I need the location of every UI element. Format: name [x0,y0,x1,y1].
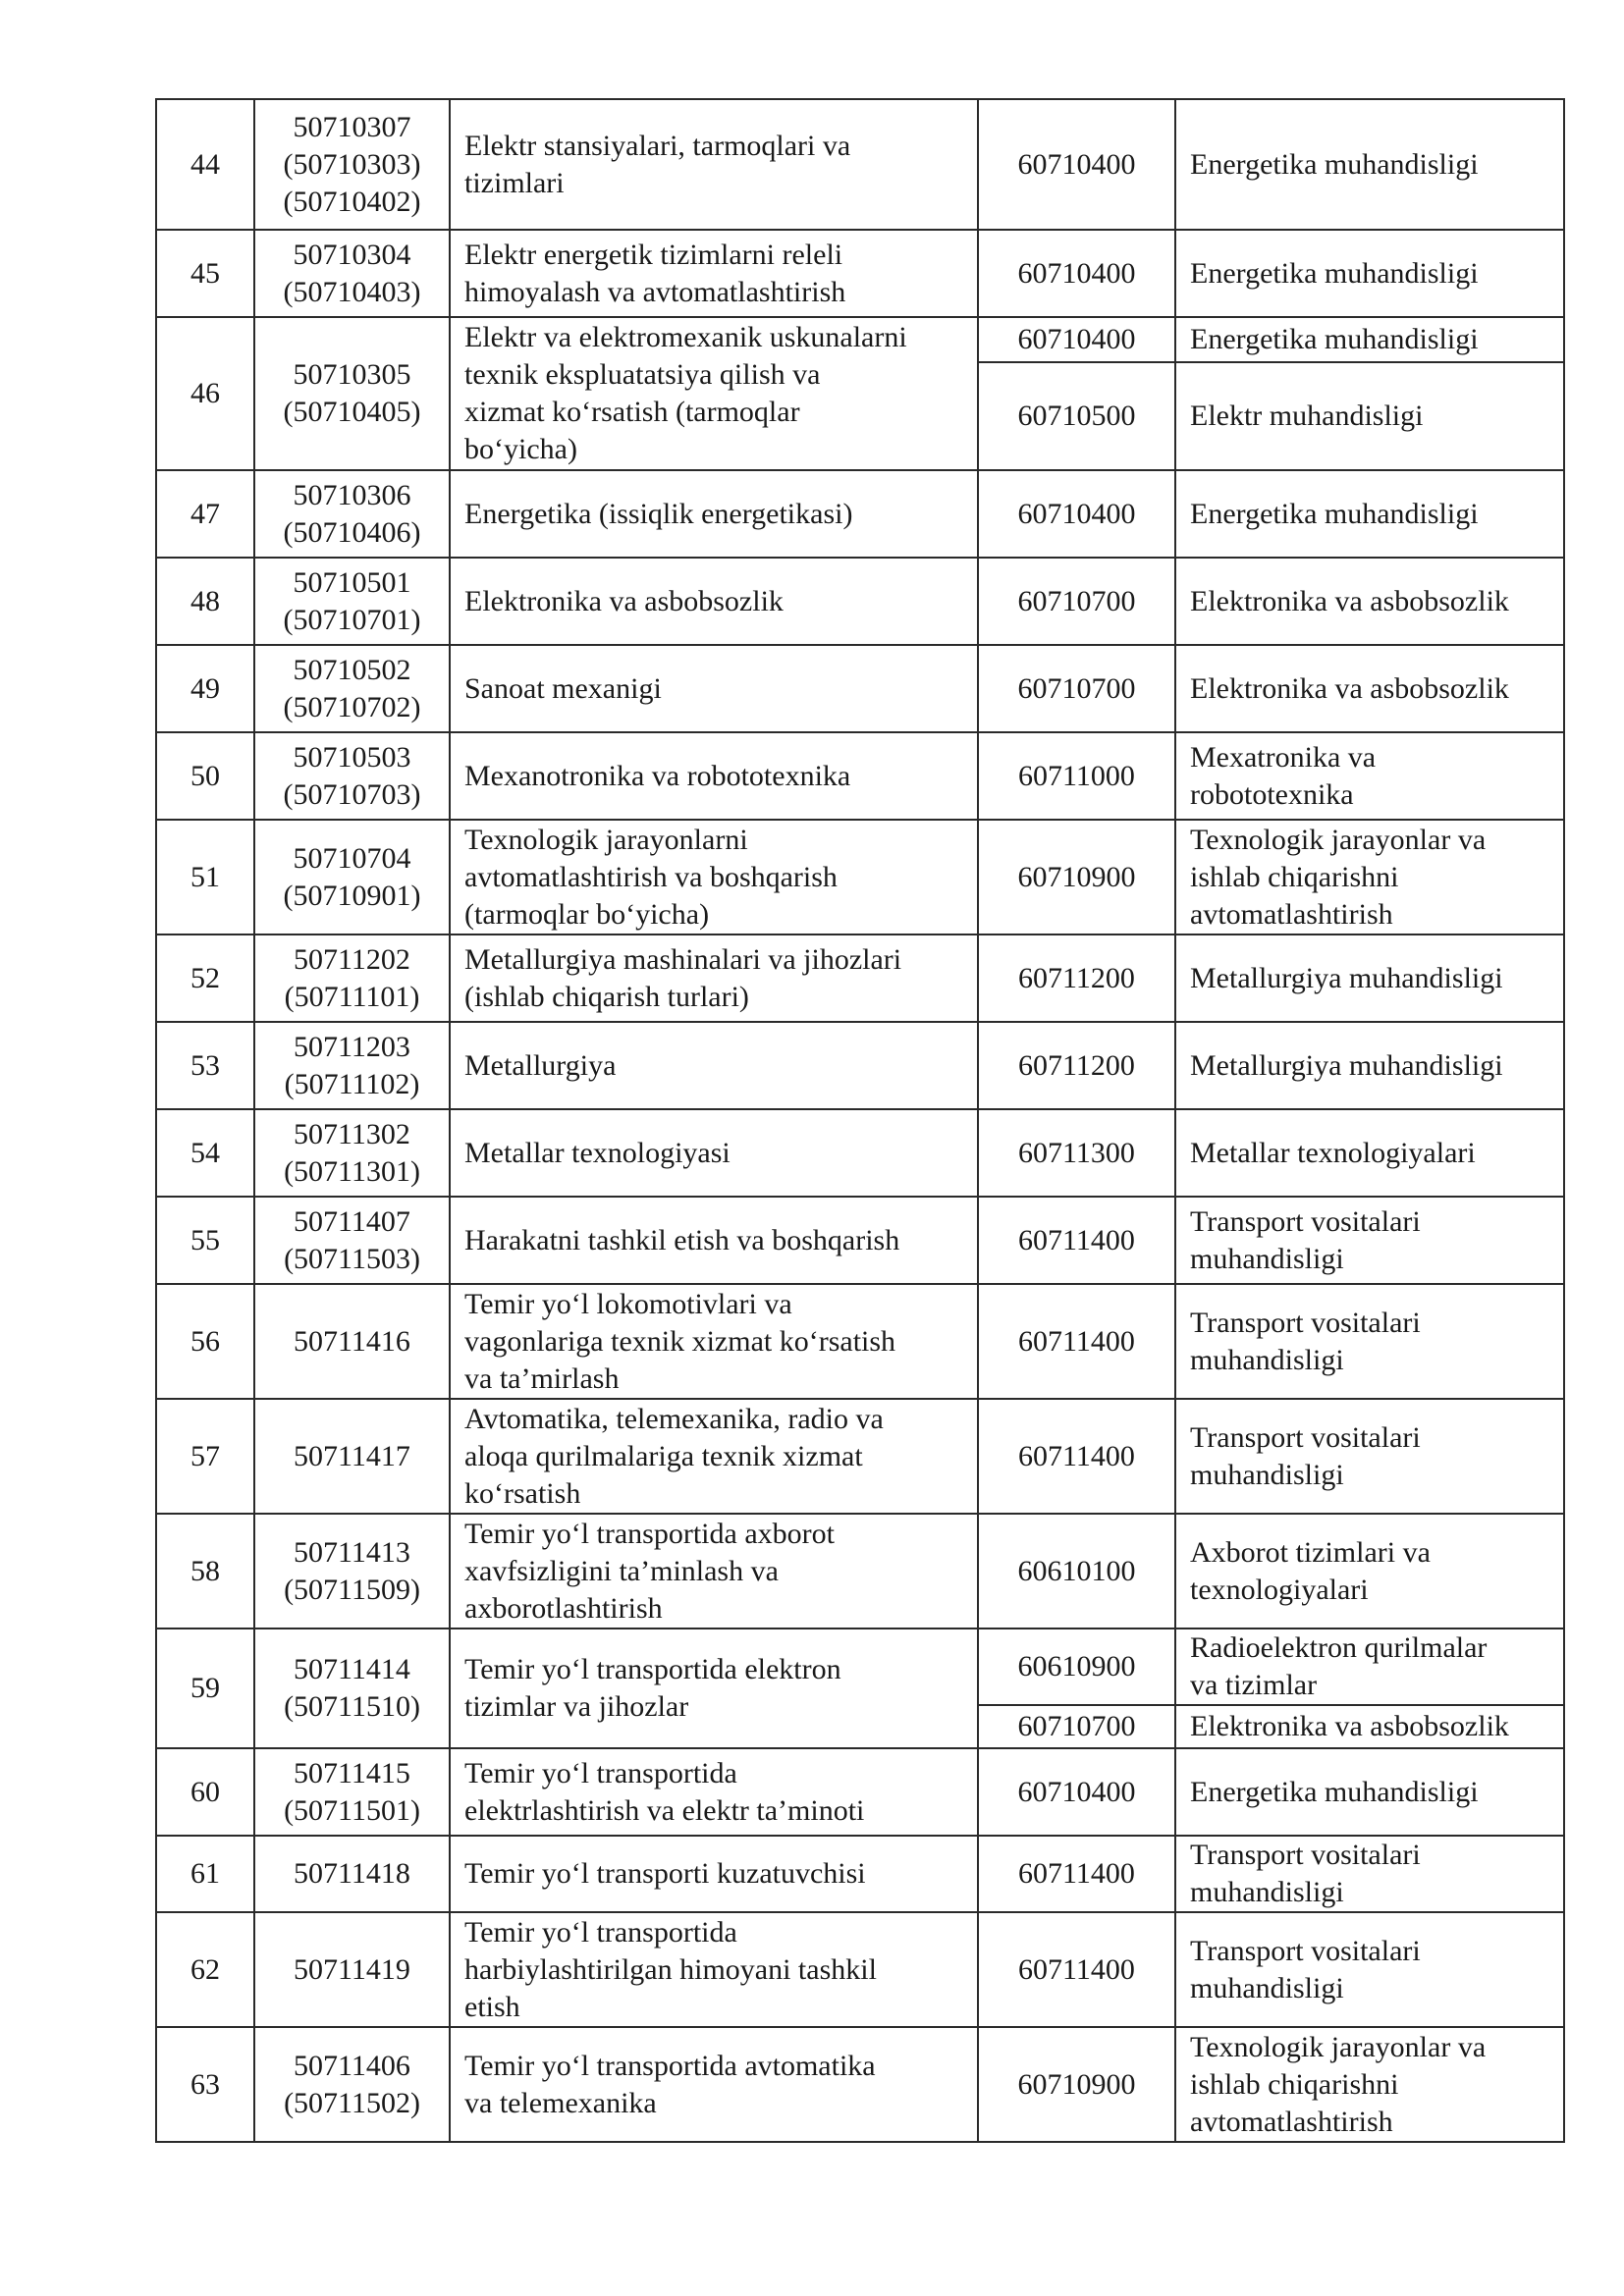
specialty-code-line: (50710901) [283,879,421,912]
specialty-name-line: avtomatlashtirish va boshqarish [464,860,838,893]
specialty-code [254,1109,450,1197]
direction-code: 60711400 [978,1197,1175,1284]
direction-name [1175,1022,1564,1109]
specialty-code-line: (50710402) [283,185,421,218]
specialty-name-line: axborotlashtirish [464,1591,663,1625]
direction-code: 60711200 [978,1022,1175,1109]
direction-code: 60711400 [978,1836,1175,1912]
direction-code: 60711300 [978,1109,1175,1197]
direction-name-line: texnologiyalari [1190,1573,1369,1606]
specialty-name-line: Avtomatika, telemexanika, radio va [464,1402,884,1435]
direction-name-line: Transport vositalari [1190,1306,1421,1339]
specialty-code [254,934,450,1022]
row-number: 56 [156,1284,254,1399]
specialty-name [450,230,978,317]
table-row [156,1109,1564,1197]
specialty-code [254,1284,450,1399]
direction-name [1175,820,1564,934]
specialty-name-line: Harakatni tashkil etish va boshqarish [464,1223,900,1256]
specialty-name-line: xavfsizligini ta’minlash va [464,1554,779,1587]
direction-name-line: robototexnika [1190,777,1354,811]
row-number: 44 [156,99,254,230]
specialty-code-line: (50710403) [283,275,421,308]
row-number: 58 [156,1514,254,1629]
direction-code: 60710700 [978,1705,1175,1748]
specialty-name [450,558,978,645]
direction-name [1175,470,1564,558]
direction-name-line: Elektronika va asbobsozlik [1190,584,1509,617]
direction-name [1175,558,1564,645]
specialty-name-line: tizimlari [464,166,565,199]
row-number: 45 [156,230,254,317]
specialty-name [450,2027,978,2142]
direction-name-line: muhandisligi [1190,1458,1344,1491]
direction-name [1175,1284,1564,1399]
specialty-name-line: elektrlashtirish va elektr ta’minoti [464,1793,865,1827]
specialty-code-line: 50711406 [294,2049,410,2082]
direction-code: 60610900 [978,1629,1175,1705]
table-row [156,732,1564,820]
specialty-code-line: 50710704 [293,841,411,875]
specialty-code-line: (50710405) [283,396,421,428]
row-number: 55 [156,1197,254,1284]
direction-name-line: Texnologik jarayonlar va [1190,2030,1487,2063]
table-row [156,558,1564,645]
specialty-code [254,645,450,732]
table-row [156,470,1564,558]
specialty-code-line: 50711419 [294,1952,410,1986]
direction-name-line: Transport vositalari [1190,1420,1421,1454]
specialty-code [254,820,450,934]
specialty-name-line: Temir yo‘l transportida avtomatika [464,2049,876,2082]
specialty-code [254,1514,450,1629]
specialty-name-line: va ta’mirlash [464,1362,620,1395]
row-number: 62 [156,1912,254,2027]
specialty-code-line: 50710503 [293,740,411,774]
specialty-code-line: (50710303) [283,147,421,181]
table-row [156,1022,1564,1109]
specialty-code [254,1836,450,1912]
specialties-table [155,98,1565,2143]
table-row [156,645,1564,732]
direction-name-line: avtomatlashtirish [1190,2105,1393,2138]
specialty-name-line: (ishlab chiqarish turlari) [464,980,749,1013]
direction-name-line: muhandisligi [1190,1876,1344,1908]
direction-name-line: muhandisligi [1190,1343,1344,1376]
specialty-code-line: 50710501 [293,565,411,599]
direction-name-line: Transport vositalari [1190,1839,1421,1871]
specialty-name-line: Metallurgiya mashinalari va jihozlari [464,942,902,976]
specialty-code [254,1912,450,2027]
specialty-code [254,1022,450,1109]
direction-name [1175,645,1564,732]
specialty-code [254,2027,450,2142]
direction-name [1175,1912,1564,2027]
specialty-code [254,732,450,820]
specialty-code-line: 50711203 [294,1030,410,1063]
direction-code: 60710500 [978,362,1175,470]
direction-code: 60710900 [978,2027,1175,2142]
specialty-code-line: 50711414 [294,1653,410,1685]
table-row [156,1514,1564,1629]
specialty-name-line: va telemexanika [464,2086,657,2119]
specialty-name-line: Elektronika va asbobsozlik [464,584,784,617]
direction-code: 60711400 [978,1284,1175,1399]
specialty-code [254,470,450,558]
direction-name-line: Energetika muhandisligi [1190,1775,1479,1808]
direction-name-line: ishlab chiqarishni [1190,2067,1399,2101]
specialty-name-line: Temir yo‘l transportida [464,1915,737,1949]
specialty-name-line: harbiylashtirilgan himoyani tashkil [464,1952,877,1986]
row-number: 61 [156,1836,254,1912]
specialty-name [450,1629,978,1748]
specialty-code [254,230,450,317]
specialty-name [450,1399,978,1514]
direction-name-line: Elektr muhandisligi [1190,400,1424,432]
direction-code: 60710700 [978,558,1175,645]
direction-name [1175,1629,1564,1705]
direction-code: 60710400 [978,230,1175,317]
specialty-name-line: Temir yo‘l transportida axborot [464,1517,835,1550]
specialty-code-line: 50711407 [294,1204,410,1238]
direction-name [1175,317,1564,362]
direction-name [1175,99,1564,230]
row-number: 47 [156,470,254,558]
specialty-name [450,645,978,732]
specialty-code [254,1399,450,1514]
direction-name [1175,732,1564,820]
direction-code: 60711200 [978,934,1175,1022]
direction-name-line: Metallurgiya muhandisligi [1190,961,1503,994]
direction-code: 60610100 [978,1514,1175,1629]
specialty-name-line: Energetika (issiqlik energetikasi) [464,497,853,530]
specialty-code-line: (50710703) [283,777,421,811]
specialty-name-line: Temir yo‘l transporti kuzatuvchisi [464,1857,866,1890]
direction-name [1175,362,1564,470]
specialty-name [450,1109,978,1197]
row-number: 57 [156,1399,254,1514]
direction-name-line: Elektronika va asbobsozlik [1190,1710,1509,1742]
specialty-code-line: 50710306 [293,478,411,511]
direction-code: 60711000 [978,732,1175,820]
direction-name [1175,1705,1564,1748]
specialty-name [450,732,978,820]
specialty-name-line: Temir yo‘l transportida elektron [464,1653,841,1685]
specialty-code-line: (50710406) [283,515,421,549]
table-row [156,317,1564,362]
row-number: 60 [156,1748,254,1836]
specialty-code-line: (50711501) [284,1793,420,1827]
direction-name-line: Transport vositalari [1190,1204,1421,1238]
specialty-code [254,1748,450,1836]
specialty-name-line: Elektr va elektromexanik uskunalarni [464,321,907,353]
specialty-code-line: 50711202 [294,942,410,976]
direction-name-line: Elektronika va asbobsozlik [1190,671,1509,705]
specialty-name [450,934,978,1022]
direction-code: 60711400 [978,1399,1175,1514]
direction-name [1175,934,1564,1022]
row-number: 48 [156,558,254,645]
table-row [156,820,1564,934]
direction-code: 60710700 [978,645,1175,732]
direction-name [1175,2027,1564,2142]
specialty-code-line: (50711102) [284,1067,420,1100]
specialty-name-line: texnik ekspluatatsiya qilish va [464,358,821,391]
specialty-code-line: 50711413 [294,1535,410,1569]
specialty-name-line: Texnologik jarayonlarni [464,823,748,856]
row-number: 54 [156,1109,254,1197]
specialty-code-line: (50711301) [284,1154,420,1188]
direction-name-line: Energetika muhandisligi [1190,323,1479,355]
direction-code: 60711400 [978,1912,1175,2027]
direction-name-line: Energetika muhandisligi [1190,147,1479,181]
specialty-name-line: Elektr stansiyalari, tarmoqlari va [464,129,851,162]
direction-name [1175,230,1564,317]
specialty-name-line: Metallurgiya [464,1048,617,1082]
row-number: 46 [156,317,254,470]
specialty-name-line: xizmat ko‘rsatish (tarmoqlar [464,396,800,428]
direction-name-line: Mexatronika va [1190,740,1377,774]
direction-code: 60710900 [978,820,1175,934]
specialty-code-line: 50711417 [294,1439,410,1472]
direction-code: 60710400 [978,99,1175,230]
specialty-code-line: 50711418 [294,1857,410,1890]
specialty-name [450,820,978,934]
direction-name [1175,1748,1564,1836]
specialty-code-line: (50711502) [284,2086,420,2119]
specialty-name-line: vagonlariga texnik xizmat ko‘rsatish [464,1324,896,1358]
direction-code: 60710400 [978,317,1175,362]
direction-name-line: Axborot tizimlari va [1190,1535,1431,1569]
direction-code: 60710400 [978,1748,1175,1836]
specialty-code [254,1197,450,1284]
specialty-code [254,317,450,470]
specialty-code [254,1629,450,1748]
direction-name-line: Energetika muhandisligi [1190,497,1479,530]
specialty-code-line: (50710701) [283,603,421,636]
specialty-code-line: 50710305 [293,358,411,391]
direction-name-line: muhandisligi [1190,1242,1344,1275]
specialty-code-line: (50711509) [284,1573,420,1606]
direction-code: 60710400 [978,470,1175,558]
table-row [156,2027,1564,2142]
direction-name-line: ishlab chiqarishni [1190,860,1399,893]
specialty-name [450,1912,978,2027]
direction-name [1175,1399,1564,1514]
table-row [156,99,1564,230]
specialty-code-line: (50711101) [284,980,420,1013]
specialty-code-line: 50711302 [294,1117,410,1150]
direction-name-line: Texnologik jarayonlar va [1190,823,1487,856]
table-row [156,1748,1564,1836]
direction-name-line: Energetika muhandisligi [1190,256,1479,290]
specialty-name-line: Temir yo‘l transportida [464,1756,737,1789]
specialty-code-line: 50710307 [293,110,411,143]
table-row [156,934,1564,1022]
specialty-name-line: ko‘rsatish [464,1476,581,1510]
specialty-code-line: 50711415 [294,1756,410,1789]
table-row [156,1197,1564,1284]
table-row [156,1399,1564,1514]
direction-name-line: va tizimlar [1190,1669,1318,1701]
direction-name [1175,1197,1564,1284]
row-number: 50 [156,732,254,820]
row-number: 52 [156,934,254,1022]
specialty-name-line: himoyalash va avtomatlashtirish [464,275,846,308]
specialty-name-line: tizimlar va jihozlar [464,1690,689,1723]
row-number: 49 [156,645,254,732]
specialty-name-line: Mexanotronika va robototexnika [464,759,851,792]
table-row [156,1912,1564,2027]
table-row [156,1836,1564,1912]
specialty-code-line: (50710702) [283,690,421,723]
specialty-code-line: 50711416 [294,1324,410,1358]
specialty-name-line: Elektr energetik tizimlarni releli [464,238,843,271]
specialty-code [254,99,450,230]
specialty-name [450,1284,978,1399]
specialty-code-line: (50711510) [284,1690,420,1723]
specialty-code-line: 50710502 [293,653,411,686]
specialty-code-line: 50710304 [293,238,411,271]
specialty-name-line: (tarmoqlar bo‘yicha) [464,897,710,931]
specialty-name [450,1022,978,1109]
specialty-name-line: Temir yo‘l lokomotivlari va [464,1287,792,1320]
specialty-code-line: (50711503) [284,1242,420,1275]
direction-name [1175,1836,1564,1912]
specialty-name [450,470,978,558]
specialty-name [450,1514,978,1629]
direction-name-line: muhandisligi [1190,1971,1344,2004]
specialty-name-line: aloqa qurilmalariga texnik xizmat [464,1439,863,1472]
specialty-name-line: bo‘yicha) [464,433,577,465]
row-number: 63 [156,2027,254,2142]
direction-name [1175,1109,1564,1197]
direction-name [1175,1514,1564,1629]
specialty-name-line: Metallar texnologiyasi [464,1136,731,1169]
direction-name-line: Radioelektron qurilmalar [1190,1631,1488,1664]
direction-name-line: avtomatlashtirish [1190,897,1393,931]
direction-name-line: Metallar texnologiyalari [1190,1136,1476,1169]
table-row [156,230,1564,317]
specialty-name [450,1748,978,1836]
specialty-name [450,99,978,230]
table-body [156,99,1564,2142]
specialty-name [450,1197,978,1284]
specialty-name-line: Sanoat mexanigi [464,671,662,705]
table-row [156,1284,1564,1399]
row-number: 53 [156,1022,254,1109]
direction-name-line: Metallurgiya muhandisligi [1190,1048,1503,1082]
row-number: 51 [156,820,254,934]
specialty-name-line: etish [464,1990,520,2023]
table-row [156,1629,1564,1705]
direction-name-line: Transport vositalari [1190,1934,1421,1967]
specialty-name [450,1836,978,1912]
specialty-name [450,317,978,470]
specialty-code [254,558,450,645]
row-number: 59 [156,1629,254,1748]
